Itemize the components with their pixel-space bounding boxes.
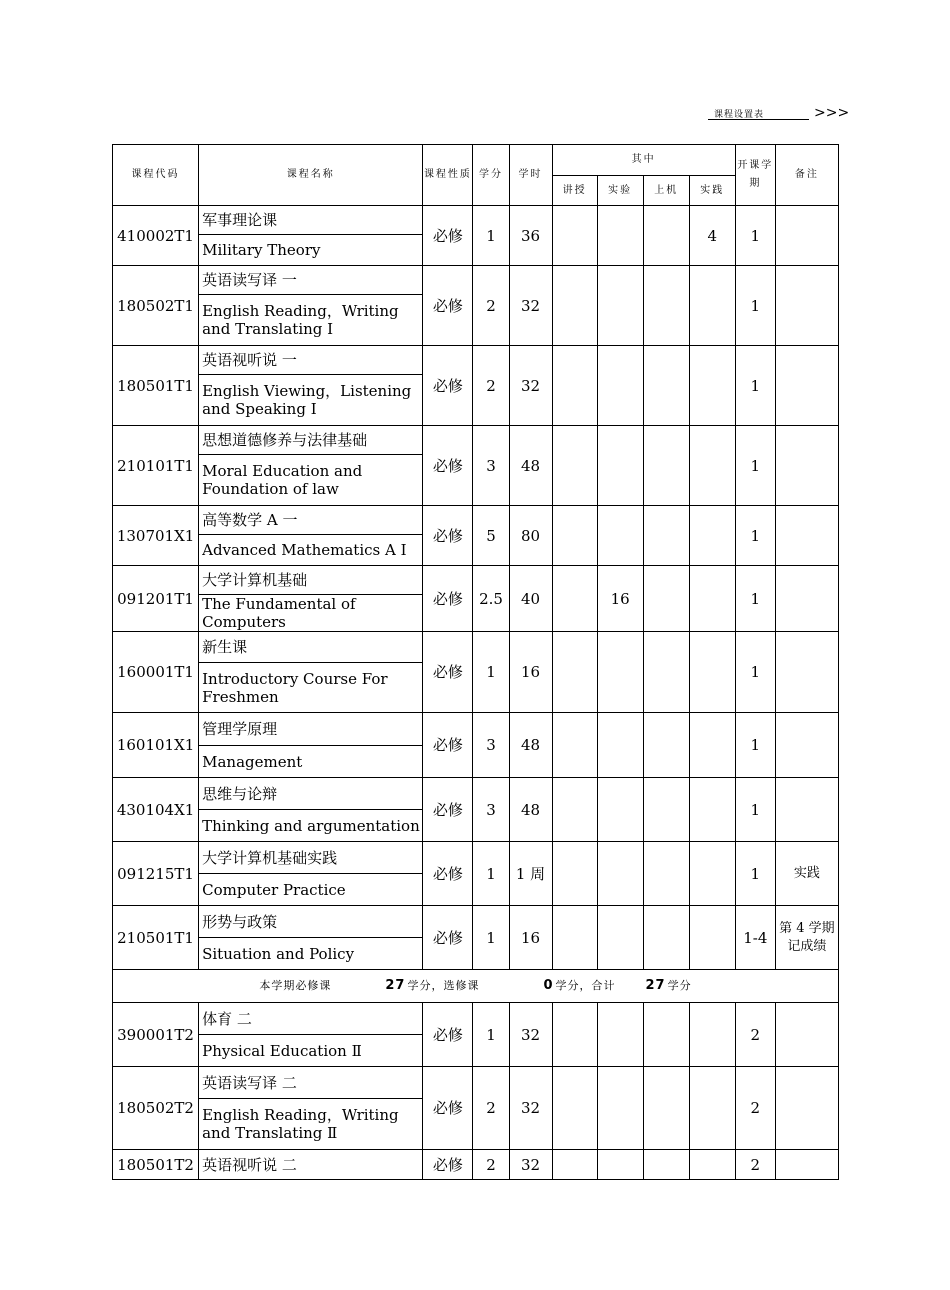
course-type: 必修 (423, 778, 473, 842)
course-name-zh: 高等数学 A 一 (199, 506, 423, 535)
course-hours: 40 (509, 566, 552, 632)
course-credit: 2 (473, 346, 509, 426)
course-type: 必修 (423, 713, 473, 778)
course-credit: 2 (473, 266, 509, 346)
course-credit: 1 (473, 1003, 509, 1067)
hours-computer (643, 506, 689, 566)
course-code: 180501T1 (113, 346, 199, 426)
course-name-en: Moral Education and Foundation of law (199, 455, 423, 506)
course-credit: 3 (473, 713, 509, 778)
table-row (113, 906, 839, 938)
hours-practice (689, 778, 735, 842)
header-underline (708, 119, 809, 120)
hours-practice (689, 426, 735, 506)
hours-computer (643, 1067, 689, 1150)
course-code: 091201T1 (113, 566, 199, 632)
course-remark (775, 778, 838, 842)
course-name-en: English Reading，Writing and Translating Ⅰ (199, 295, 423, 346)
course-name-zh: 英语读写译 一 (199, 266, 423, 295)
table-row (113, 1150, 839, 1180)
hours-lab (597, 1067, 643, 1150)
course-term: 1 (735, 842, 775, 906)
course-type: 必修 (423, 506, 473, 566)
course-hours: 32 (509, 1003, 552, 1067)
table-row (113, 566, 839, 595)
course-name-zh: 新生课 (199, 632, 423, 663)
course-remark (775, 506, 838, 566)
hours-practice (689, 1003, 735, 1067)
hours-lecture (552, 1003, 597, 1067)
course-remark (775, 566, 838, 632)
course-name-en: Physical Education Ⅱ (199, 1035, 423, 1067)
table-row (113, 266, 839, 295)
course-table-body (113, 145, 839, 1180)
course-remark (775, 713, 838, 778)
header-remark: 备注 (775, 145, 838, 206)
course-code: 160101X1 (113, 713, 199, 778)
hours-lab (597, 426, 643, 506)
hours-practice (689, 713, 735, 778)
table-row (113, 1067, 839, 1099)
hours-practice (689, 906, 735, 970)
course-term: 1 (735, 346, 775, 426)
hours-lab (597, 206, 643, 266)
hours-lecture (552, 842, 597, 906)
header-hours: 学时 (509, 145, 552, 206)
hours-lecture (552, 778, 597, 842)
course-type: 必修 (423, 1150, 473, 1180)
hours-lab (597, 1150, 643, 1180)
course-table (112, 144, 839, 1180)
hours-practice (689, 842, 735, 906)
course-term: 1 (735, 632, 775, 713)
course-name-en: The Fundamental of Computers (199, 595, 423, 632)
course-term: 1 (735, 566, 775, 632)
course-term: 2 (735, 1003, 775, 1067)
course-remark (775, 1150, 838, 1180)
course-code: 210501T1 (113, 906, 199, 970)
hours-lab (597, 842, 643, 906)
hours-lab (597, 506, 643, 566)
table-row (113, 632, 839, 663)
summary-label: 本学期必修课 (259, 979, 332, 992)
course-hours: 32 (509, 1067, 552, 1150)
course-code: 160001T1 (113, 632, 199, 713)
course-code: 180502T2 (113, 1067, 199, 1150)
course-name-zh: 体育 二 (199, 1003, 423, 1035)
hours-lab (597, 713, 643, 778)
hours-computer (643, 206, 689, 266)
course-code: 410002T1 (113, 206, 199, 266)
hours-lecture (552, 346, 597, 426)
course-name-en: Computer Practice (199, 874, 423, 906)
hours-practice (689, 506, 735, 566)
course-remark (775, 632, 838, 713)
header-arrows-icon: >>> (814, 105, 850, 121)
course-term: 1 (735, 778, 775, 842)
course-name-zh: 大学计算机基础实践 (199, 842, 423, 874)
course-credit: 5 (473, 506, 509, 566)
course-remark (775, 346, 838, 426)
hours-computer (643, 426, 689, 506)
course-code: 430104X1 (113, 778, 199, 842)
hours-practice (689, 632, 735, 713)
header-sub2: 实验 (597, 176, 643, 206)
course-credit: 3 (473, 778, 509, 842)
hours-lab (597, 778, 643, 842)
course-code: 130701X1 (113, 506, 199, 566)
course-code: 180502T1 (113, 266, 199, 346)
course-term: 1 (735, 506, 775, 566)
hours-computer (643, 346, 689, 426)
course-name-zh: 思想道德修养与法律基础 (199, 426, 423, 455)
course-hours: 48 (509, 778, 552, 842)
table-row (113, 506, 839, 535)
table-row (113, 426, 839, 455)
course-hours: 16 (509, 906, 552, 970)
course-type: 必修 (423, 1003, 473, 1067)
course-name-zh: 英语视听说 一 (199, 346, 423, 375)
hours-computer (643, 266, 689, 346)
table-row (113, 842, 839, 874)
summary-row (113, 970, 839, 1003)
hours-computer (643, 1003, 689, 1067)
course-name-en: Introductory Course For Freshmen (199, 663, 423, 713)
course-hours: 1 周 (509, 842, 552, 906)
course-code: 390001T2 (113, 1003, 199, 1067)
course-type: 必修 (423, 426, 473, 506)
hours-lecture (552, 1150, 597, 1180)
course-credit: 1 (473, 632, 509, 713)
course-name-zh: 英语读写译 二 (199, 1067, 423, 1099)
course-name-zh: 英语视听说 二 (199, 1150, 423, 1180)
course-name-zh: 思维与论辩 (199, 778, 423, 810)
header-name: 课程名称 (199, 145, 423, 206)
hours-lecture (552, 426, 597, 506)
course-credit: 1 (473, 842, 509, 906)
page-header-text: 课程设置表 (714, 110, 765, 120)
header-sub1: 讲授 (552, 176, 597, 206)
course-term: 1 (735, 713, 775, 778)
header-sub4: 实践 (689, 176, 735, 206)
course-remark (775, 426, 838, 506)
course-term: 1 (735, 206, 775, 266)
hours-computer (643, 778, 689, 842)
hours-practice (689, 1150, 735, 1180)
course-hours: 48 (509, 426, 552, 506)
header-term: 开课学期 (735, 145, 775, 206)
hours-practice: 4 (689, 206, 735, 266)
header-code: 课程代码 (113, 145, 199, 206)
course-name-zh: 军事理论课 (199, 206, 423, 235)
hours-computer (643, 842, 689, 906)
course-name-en: Advanced Mathematics A Ⅰ (199, 535, 423, 566)
course-credit: 2 (473, 1067, 509, 1150)
hours-lecture (552, 906, 597, 970)
course-name-en: English Reading，Writing and Translating Ⅱ (199, 1099, 423, 1150)
course-name-en: Situation and Policy (199, 938, 423, 970)
page-header (706, 105, 850, 123)
hours-computer (643, 906, 689, 970)
course-type: 必修 (423, 906, 473, 970)
course-remark (775, 1067, 838, 1150)
hours-lab (597, 266, 643, 346)
hours-lecture (552, 632, 597, 713)
course-credit: 2.5 (473, 566, 509, 632)
course-remark: 第 4 学期记成绩 (775, 906, 838, 970)
hours-lab (597, 906, 643, 970)
summary-label: 学分，选修课 (407, 979, 480, 992)
table-row (113, 346, 839, 375)
course-term: 2 (735, 1150, 775, 1180)
hours-practice (689, 346, 735, 426)
hours-lecture (552, 713, 597, 778)
hours-computer (643, 1150, 689, 1180)
course-term: 1 (735, 266, 775, 346)
course-credit: 1 (473, 206, 509, 266)
hours-lab (597, 632, 643, 713)
course-type: 必修 (423, 632, 473, 713)
hours-lab (597, 346, 643, 426)
hours-practice (689, 566, 735, 632)
hours-lab: 16 (597, 566, 643, 632)
hours-practice (689, 1067, 735, 1150)
hours-computer (643, 566, 689, 632)
hours-lecture (552, 566, 597, 632)
hours-lecture (552, 206, 597, 266)
hours-computer (643, 632, 689, 713)
table-row (113, 713, 839, 746)
header-sub3: 上机 (643, 176, 689, 206)
course-type: 必修 (423, 1067, 473, 1150)
course-code: 210101T1 (113, 426, 199, 506)
course-type: 必修 (423, 842, 473, 906)
table-header-row (113, 145, 839, 176)
summary-total-credits: 27 (645, 978, 666, 993)
course-hours: 32 (509, 1150, 552, 1180)
course-credit: 3 (473, 426, 509, 506)
summary-cell (113, 970, 839, 1003)
course-hours: 32 (509, 266, 552, 346)
table-row (113, 1003, 839, 1035)
header-breakdown: 其中 (552, 145, 735, 176)
course-name-en: Thinking and argumentation (199, 810, 423, 842)
course-code: 091215T1 (113, 842, 199, 906)
course-credit: 1 (473, 906, 509, 970)
course-hours: 36 (509, 206, 552, 266)
hours-computer (643, 713, 689, 778)
course-term: 2 (735, 1067, 775, 1150)
hours-lecture (552, 506, 597, 566)
course-remark (775, 1003, 838, 1067)
course-credit: 2 (473, 1150, 509, 1180)
table-row (113, 206, 839, 235)
course-type: 必修 (423, 566, 473, 632)
summary-label: 学分 (667, 979, 692, 992)
course-name-en: English Viewing，Listening and Speaking Ⅰ (199, 375, 423, 426)
header-type: 课程性质 (423, 145, 473, 206)
course-remark (775, 206, 838, 266)
summary-required-credits: 27 (385, 978, 406, 993)
course-remark (775, 266, 838, 346)
hours-lecture (552, 1067, 597, 1150)
course-term: 1 (735, 426, 775, 506)
course-remark: 实践 (775, 842, 838, 906)
course-name-en: Military Theory (199, 235, 423, 266)
hours-lab (597, 1003, 643, 1067)
course-name-zh: 大学计算机基础 (199, 566, 423, 595)
course-type: 必修 (423, 266, 473, 346)
hours-lecture (552, 266, 597, 346)
course-code: 180501T2 (113, 1150, 199, 1180)
course-name-en: Management (199, 746, 423, 778)
table-row (113, 778, 839, 810)
header-credit: 学分 (473, 145, 509, 206)
summary-label: 学分，合计 (555, 979, 616, 992)
course-hours: 48 (509, 713, 552, 778)
course-type: 必修 (423, 346, 473, 426)
course-name-zh: 管理学原理 (199, 713, 423, 746)
course-type: 必修 (423, 206, 473, 266)
hours-practice (689, 266, 735, 346)
course-name-zh: 形势与政策 (199, 906, 423, 938)
course-hours: 80 (509, 506, 552, 566)
course-hours: 32 (509, 346, 552, 426)
course-term: 1-4 (735, 906, 775, 970)
course-hours: 16 (509, 632, 552, 713)
summary-elective-credits: 0 (543, 978, 554, 993)
